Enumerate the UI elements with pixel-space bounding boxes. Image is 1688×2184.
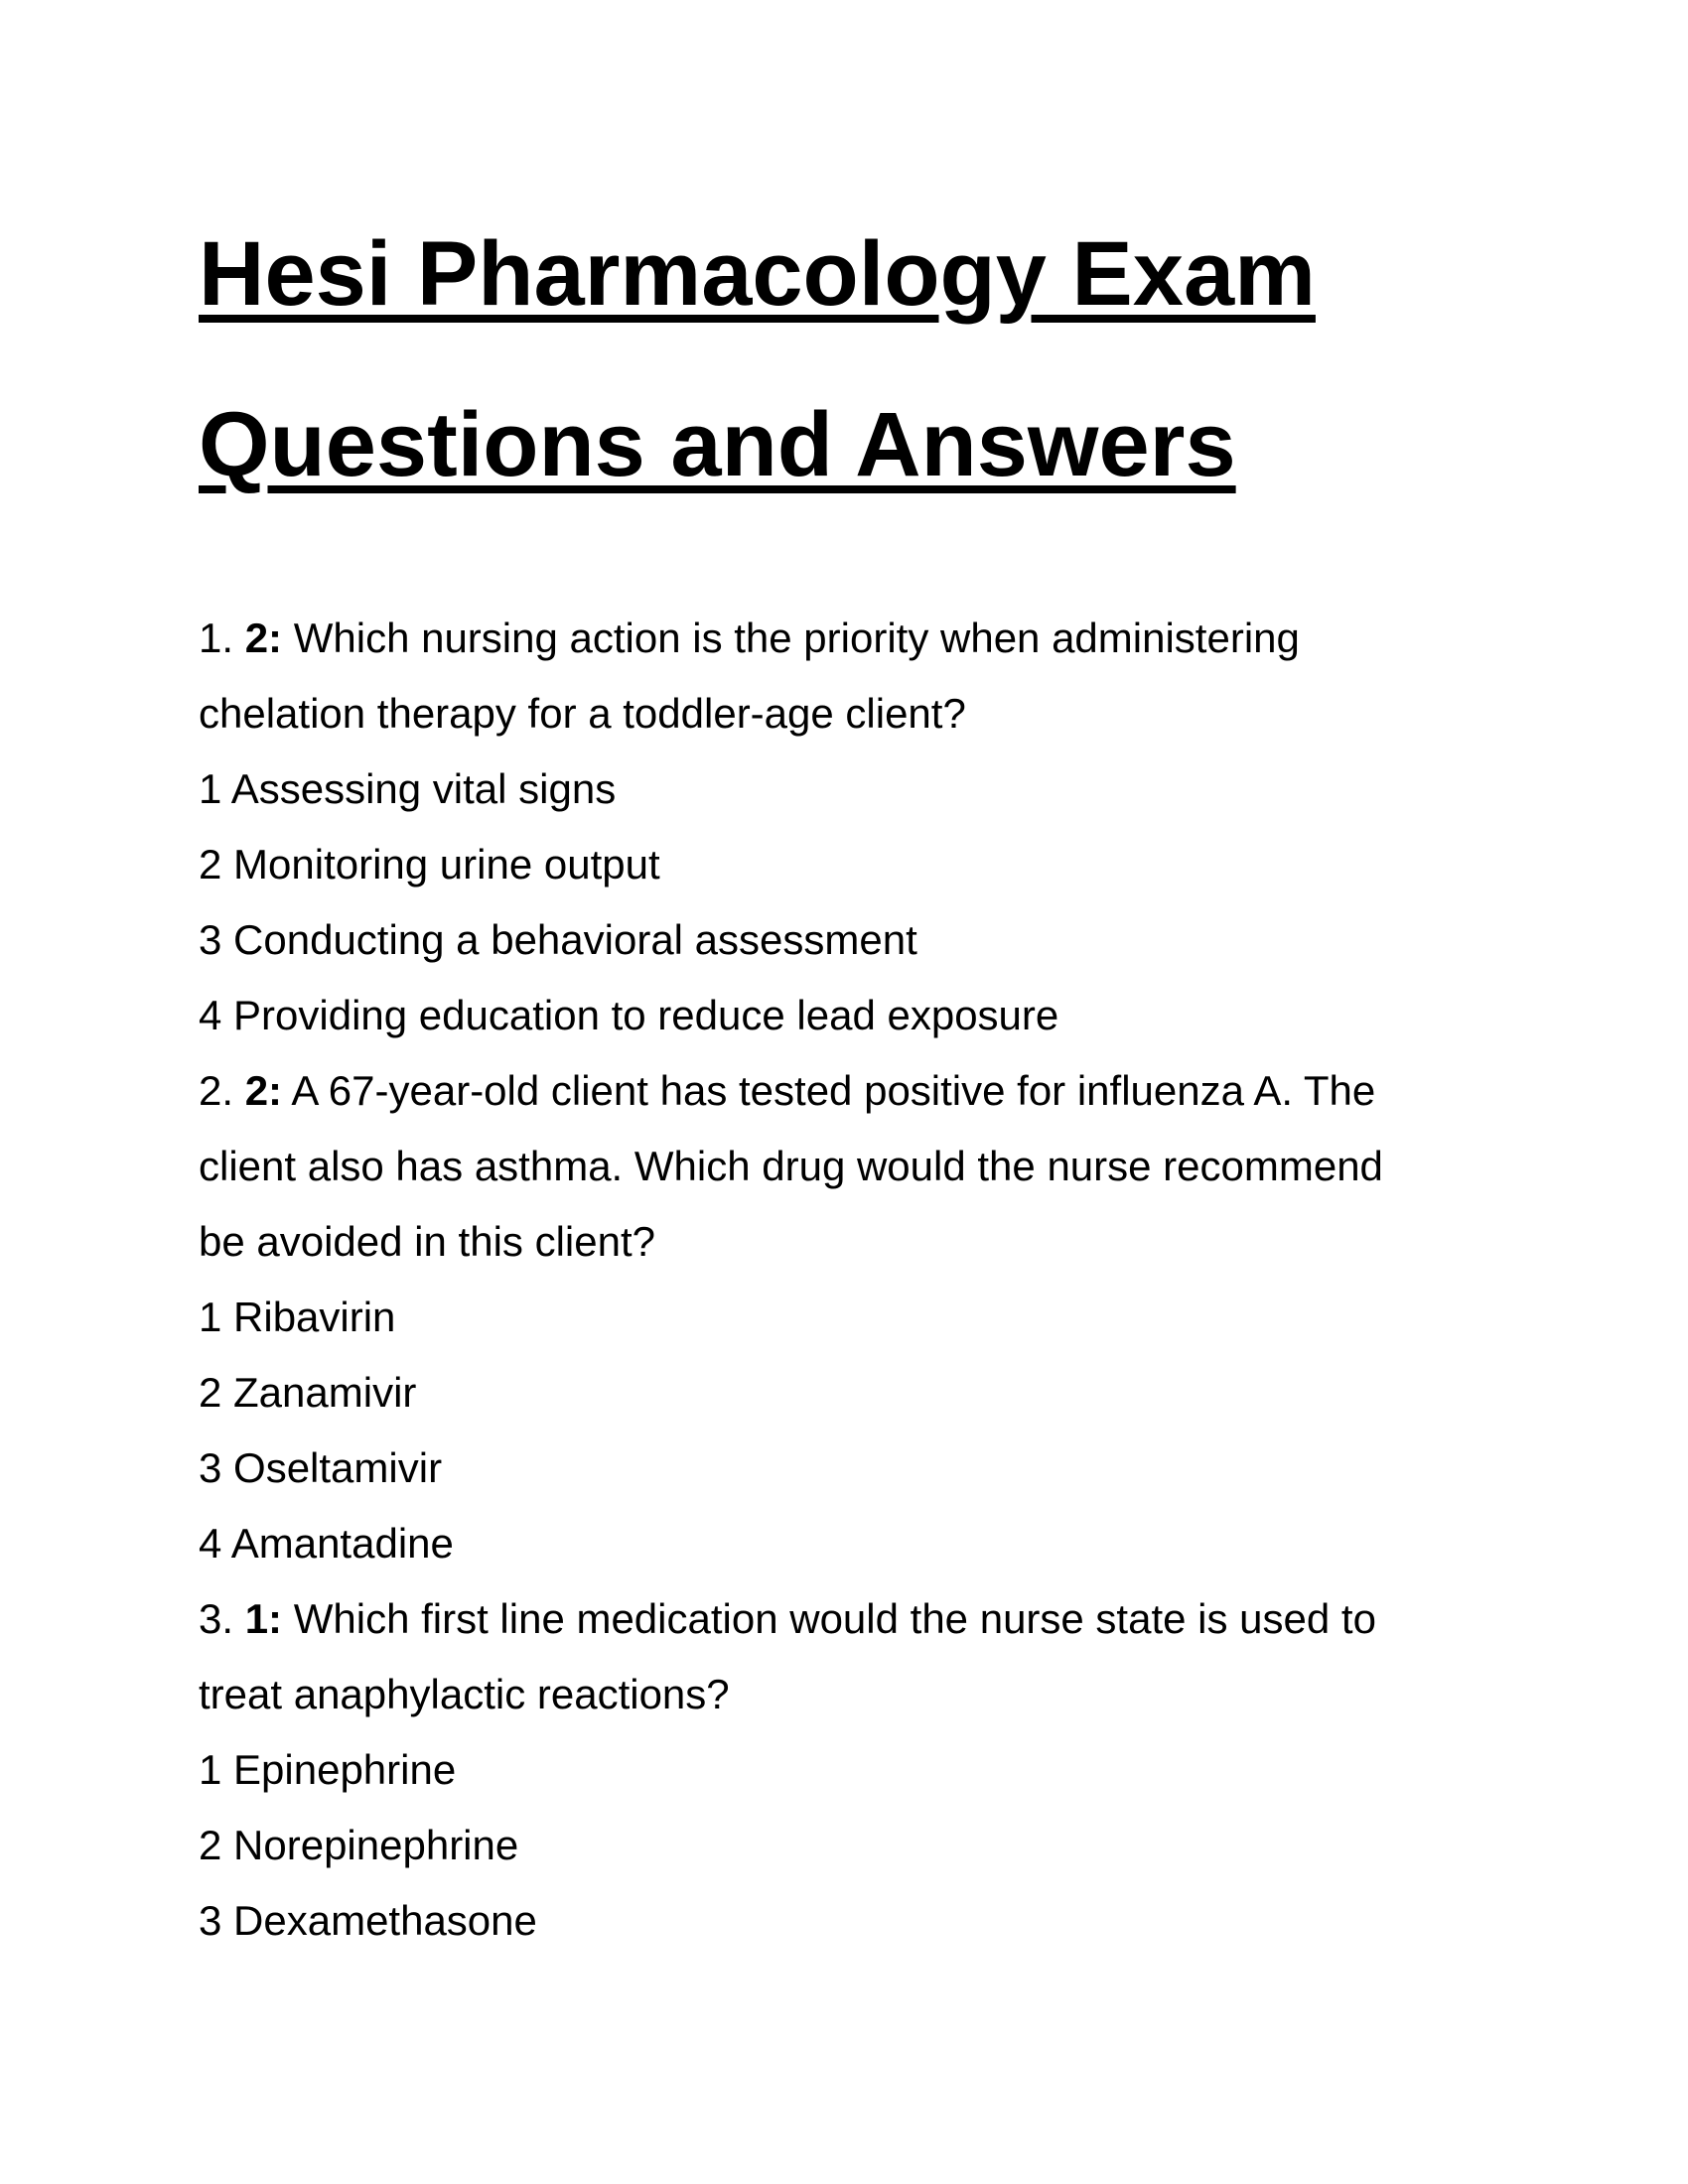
question-text: Which nursing action is the priority when administering <box>293 614 1300 661</box>
question-2-stem <box>199 1053 1489 1129</box>
question-3-stem-continued: treat anaphylactic reactions? <box>199 1671 730 1717</box>
question-number: 3. <box>199 1595 234 1642</box>
question-1-option-3: 3 Conducting a behavioral assessment <box>199 916 917 963</box>
question-1-stem <box>199 601 1489 676</box>
answer-key: 2: <box>244 1067 283 1114</box>
question-3-option-1: 1 Epinephrine <box>199 1746 457 1793</box>
question-2-option-4: 4 Amantadine <box>199 1520 454 1567</box>
document-title <box>199 189 1489 530</box>
question-number: 1. <box>199 614 234 661</box>
question-text: Which first line medication would the nurse state is used to <box>293 1595 1376 1642</box>
title-line-2: Questions and Answers <box>199 394 1236 495</box>
question-1-option-1: 1 Assessing vital signs <box>199 765 617 812</box>
question-2-option-3: 3 Oseltamivir <box>199 1444 443 1491</box>
question-1-option-2: 2 Monitoring urine output <box>199 841 660 887</box>
question-3-stem <box>199 1581 1489 1657</box>
question-3-option-3: 3 Dexamethasone <box>199 1897 537 1944</box>
question-text: A 67-year-old client has tested positive for influenza A. The <box>291 1067 1376 1114</box>
question-2-option-1: 1 Ribavirin <box>199 1294 396 1340</box>
answer-key: 1: <box>244 1595 283 1642</box>
answer-key: 2: <box>244 614 283 661</box>
title-line-1: Hesi Pharmacology Exam <box>199 223 1316 325</box>
question-number: 2. <box>199 1067 234 1114</box>
question-2-stem-continued-2: be avoided in this client? <box>199 1218 655 1265</box>
question-2-option-2: 2 Zanamivir <box>199 1369 417 1416</box>
question-2-stem-continued: client also has asthma. Which drug would the nurse recommend <box>199 1143 1383 1189</box>
question-1-stem-continued: chelation therapy for a toddler-age client? <box>199 690 966 737</box>
questions-list <box>199 601 1489 1959</box>
question-1-option-4: 4 Providing education to reduce lead exposure <box>199 992 1059 1038</box>
question-3-option-2: 2 Norepinephrine <box>199 1822 519 1868</box>
